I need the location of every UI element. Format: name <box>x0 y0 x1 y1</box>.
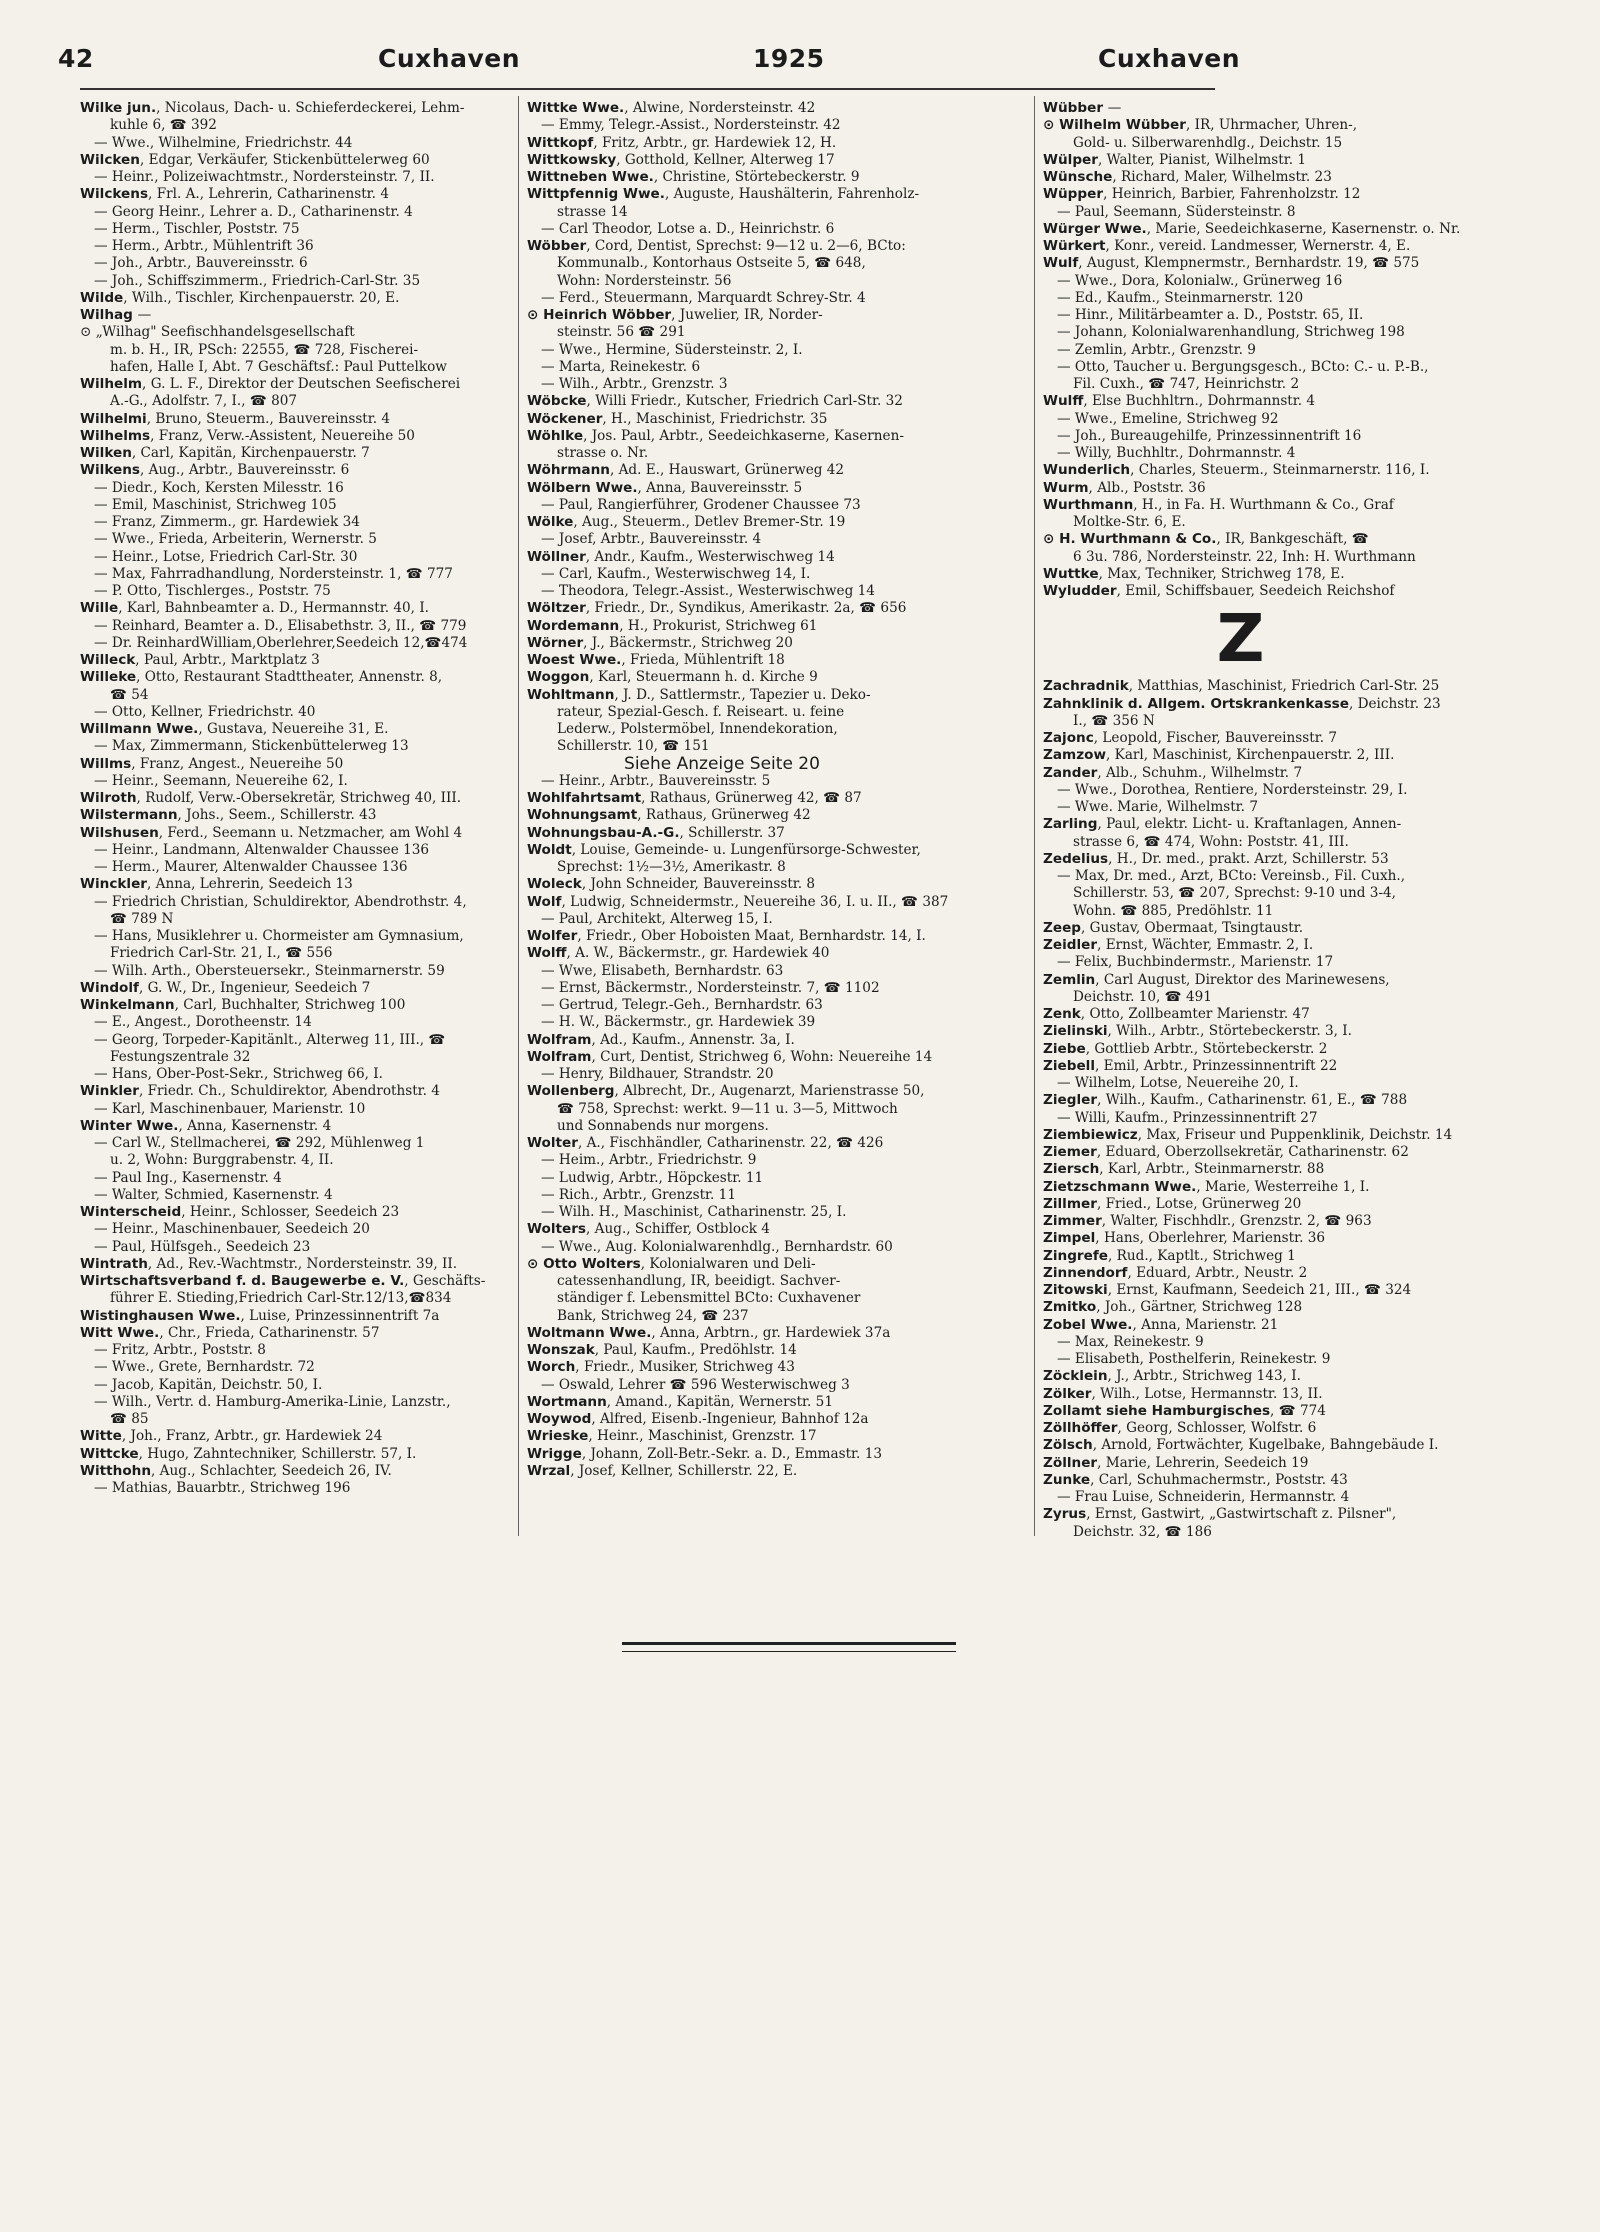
directory-line: Wurthmann, H., in Fa. H. Wurthmann & Co., Graf <box>1043 496 1394 513</box>
directory-line: — Hinr., Militärbeamter a. D., Poststr. 65, II. <box>1057 307 1364 323</box>
directory-line: ⊙ Heinrich Wöbber, Juwelier, IR, Norder- <box>527 307 823 323</box>
directory-line: Wilshusen, Ferd., Seemann u. Netzmacher, am Wohl 4 <box>80 824 463 841</box>
directory-line: Zunke, Carl, Schuhmachermstr., Poststr. 43 <box>1043 1471 1348 1488</box>
directory-line: — Herm., Tischler, Poststr. 75 <box>94 220 300 237</box>
directory-line: Würkert, Konr., vereid. Landmesser, Wernerstr. 4, E. <box>1043 238 1411 254</box>
directory-line: catessenhandlung, IR, beeidigt. Sachver- <box>557 1273 841 1289</box>
directory-line: Woggon, Karl, Steuermann h. d. Kirche 9 <box>527 669 818 686</box>
directory-line: — Paul, Seemann, Südersteinstr. 8 <box>1057 203 1296 220</box>
directory-line: Schillerstr. 10, ☎ 151 <box>557 738 710 755</box>
directory-line: — Max, Reinekestr. 9 <box>1057 1333 1204 1350</box>
directory-line: — Gertrud, Telegr.-Geh., Bernhardstr. 63 <box>541 997 823 1013</box>
directory-line: Wilken, Carl, Kapitän, Kirchenpauerstr. 7 <box>80 445 370 461</box>
directory-line: — Joh., Schiffszimmerm., Friedrich-Carl-Str. 35 <box>94 272 421 289</box>
header-rule <box>80 88 1215 90</box>
directory-line: Moltke-Str. 6, E. <box>1073 514 1186 530</box>
directory-line: Zimpel, Hans, Oberlehrer, Marienstr. 36 <box>1043 1230 1326 1247</box>
directory-line: Wünsche, Richard, Maler, Wilhelmstr. 23 <box>1043 169 1332 185</box>
directory-line: — Max, Zimmermann, Stickenbüttelerweg 13 <box>94 738 409 755</box>
directory-line: — Reinhard, Beamter a. D., Elisabethstr. 3, II., ☎ 779 <box>94 617 467 634</box>
directory-line: — E., Angest., Dorotheenstr. 14 <box>94 1014 312 1031</box>
directory-line: Winckler, Anna, Lehrerin, Seedeich 13 <box>80 876 353 893</box>
directory-line: Wrzal, Josef, Kellner, Schillerstr. 22, E. <box>527 1462 798 1479</box>
directory-line: ☎ 54 <box>110 686 149 703</box>
directory-line: Deichstr. 32, ☎ 186 <box>1073 1523 1212 1540</box>
section-letter: Z <box>1216 600 1265 678</box>
directory-line: Festungszentrale 32 <box>110 1048 251 1065</box>
directory-line: Wilckens, Frl. A., Lehrerin, Catharinenstr. 4 <box>80 186 389 203</box>
directory-line: — Elisabeth, Posthelferin, Reinekestr. 9 <box>1057 1351 1331 1367</box>
directory-line: Zöllner, Marie, Lehrerin, Seedeich 19 <box>1043 1454 1309 1471</box>
directory-line: Woleck, John Schneider, Bauvereinsstr. 8 <box>527 876 816 893</box>
directory-line: führer E. Stieding,Friedrich Carl-Str.12/13,☎834 <box>110 1290 452 1307</box>
directory-line: Wöbcke, Willi Friedr., Kutscher, Friedrich Carl-Str. 32 <box>527 393 903 410</box>
directory-line: — Felix, Buchbindermstr., Marienstr. 17 <box>1057 954 1334 971</box>
directory-line: — H. W., Bäckermstr., gr. Hardewiek 39 <box>541 1014 816 1031</box>
directory-line: — Hans, Musiklehrer u. Chormeister am Gymnasium, <box>94 928 464 944</box>
directory-line: strasse o. Nr. <box>557 445 649 461</box>
column-divider <box>518 96 519 1536</box>
directory-line: Wolter, A., Fischhändler, Catharinenstr. 22, ☎ 426 <box>527 1135 884 1151</box>
directory-line: — Frau Luise, Schneiderin, Hermannstr. 4 <box>1057 1489 1350 1505</box>
directory-line: — Herm., Maurer, Altenwalder Chaussee 136 <box>94 859 408 875</box>
directory-line: steinstr. 56 ☎ 291 <box>557 324 686 341</box>
directory-line: Wübber — <box>1043 100 1122 116</box>
directory-line: Zachradnik, Matthias, Maschinist, Friedrich Carl-Str. 25 <box>1043 678 1440 695</box>
directory-line: — Johann, Kolonialwarenhandlung, Strichweg 198 <box>1057 324 1405 341</box>
directory-line: Wilhelmi, Bruno, Steuerm., Bauvereinsstr. 4 <box>80 410 391 427</box>
directory-line: Ziersch, Karl, Arbtr., Steinmarnerstr. 88 <box>1043 1161 1325 1178</box>
directory-line: Wonszak, Paul, Kaufm., Predöhlstr. 14 <box>527 1342 797 1358</box>
page-number: 42 <box>58 44 94 73</box>
directory-line: Zietzschmann Wwe., Marie, Westerreihe 1, I. <box>1043 1178 1370 1195</box>
directory-line: — Franz, Zimmerm., gr. Hardewiek 34 <box>94 514 360 530</box>
directory-line: Zeep, Gustav, Obermaat, Tsingtaustr. <box>1043 919 1304 936</box>
directory-line: Ziembiewicz, Max, Friseur und Puppenklinik, Deichstr. 14 <box>1043 1126 1453 1143</box>
directory-line: — Emil, Maschinist, Strichweg 105 <box>94 496 337 513</box>
directory-line: Zöllhöffer, Georg, Schlosser, Wolfstr. 6 <box>1043 1420 1317 1436</box>
directory-line: Wülper, Walter, Pianist, Wilhelmstr. 1 <box>1043 151 1307 168</box>
directory-line: Wohnungsamt, Rathaus, Grünerweg 42 <box>527 807 811 824</box>
directory-line: Witte, Joh., Franz, Arbtr., gr. Hardewiek 24 <box>80 1428 383 1445</box>
directory-line: A.-G., Adolfstr. 7, I., ☎ 807 <box>110 393 298 410</box>
directory-line: — Josef, Arbtr., Bauvereinsstr. 4 <box>541 531 762 548</box>
directory-line: Zarling, Paul, elektr. Licht- u. Kraftanlagen, Annen- <box>1043 816 1402 833</box>
directory-line: Wuttke, Max, Techniker, Strichweg 178, E. <box>1043 565 1345 582</box>
directory-line: ⊙ Wilhelm Wübber, IR, Uhrmacher, Uhren-, <box>1043 117 1358 134</box>
directory-column-1 <box>80 100 486 1497</box>
directory-line: ⊙ Otto Wolters, Kolonialwaren und Deli- <box>527 1255 816 1272</box>
directory-line: Wohn. ☎ 885, Predöhlstr. 11 <box>1073 902 1274 919</box>
directory-line: — Mathias, Bauarbtr., Strichweg 196 <box>94 1480 351 1496</box>
directory-line: — Fritz, Arbtr., Poststr. 8 <box>94 1342 266 1358</box>
directory-line: — Friedrich Christian, Schuldirektor, Abendrothstr. 4, <box>94 893 467 910</box>
directory-line: — Max, Fahrradhandlung, Nordersteinstr. 1, ☎ 777 <box>94 565 453 582</box>
directory-line: Wilde, Wilh., Tischler, Kirchenpauerstr. 20, E. <box>80 289 400 306</box>
directory-line: Wohltmann, J. D., Sattlermstr., Tapezier u. Deko- <box>527 686 871 703</box>
directory-line: Wittkopf, Fritz, Arbtr., gr. Hardewiek 12, H. <box>527 134 837 151</box>
directory-line: — Heinr., Maschinenbauer, Seedeich 20 <box>94 1221 370 1238</box>
directory-line: Wöllner, Andr., Kaufm., Westerwischweg 14 <box>527 548 835 565</box>
directory-line: — Wwe. Marie, Wilhelmstr. 7 <box>1057 799 1258 815</box>
directory-line: — Wwe, Elisabeth, Bernhardstr. 63 <box>541 962 784 979</box>
directory-line: — Zemlin, Arbtr., Grenzstr. 9 <box>1057 341 1256 358</box>
directory-line: Friedrich Carl-Str. 21, I., ☎ 556 <box>110 945 333 962</box>
directory-line: I., ☎ 356 N <box>1073 712 1155 729</box>
directory-line: Wölbern Wwe., Anna, Bauvereinsstr. 5 <box>527 479 803 496</box>
directory-line: — Willi, Kaufm., Prinzessinnentrift 27 <box>1057 1109 1318 1126</box>
directory-line: — Georg, Torpeder-Kapitänlt., Alterweg 11, III., ☎ <box>94 1031 446 1048</box>
directory-line: — Carl Theodor, Lotse a. D., Heinrichstr. 6 <box>541 220 835 237</box>
directory-line: strasse 6, ☎ 474, Wohn: Poststr. 41, III. <box>1073 833 1349 850</box>
directory-line: — Wwe., Hermine, Südersteinstr. 2, I. <box>541 341 803 358</box>
directory-line: — Wilh., Arbtr., Grenzstr. 3 <box>541 376 728 392</box>
directory-line: Wittkowsky, Gotthold, Kellner, Alterweg 17 <box>527 151 835 168</box>
directory-line: — Joh., Bureaugehilfe, Prinzessinnentrift 16 <box>1057 427 1362 444</box>
directory-line: Wittpfennig Wwe., Auguste, Haushälterin, Fahrenholz- <box>527 186 920 203</box>
directory-line: Zielinski, Wilh., Arbtr., Störtebeckerstr. 3, I. <box>1043 1023 1352 1040</box>
directory-column-3 <box>1043 100 1461 1541</box>
directory-line: Wilstermann, Johs., Seem., Schillerstr. 43 <box>80 807 377 824</box>
directory-line: Winkelmann, Carl, Buchhalter, Strichweg 100 <box>80 997 406 1013</box>
directory-line: Zenk, Otto, Zollbeamter Marienstr. 47 <box>1043 1006 1310 1022</box>
directory-line: Wolters, Aug., Schiffer, Ostblock 4 <box>527 1221 770 1238</box>
directory-line: Wöhrmann, Ad. E., Hauswart, Grünerweg 42 <box>527 462 845 479</box>
directory-line: Wolfram, Curt, Dentist, Strichweg 6, Wohn: Neuereihe 14 <box>527 1048 933 1065</box>
directory-line: Wittke Wwe., Alwine, Nordersteinstr. 42 <box>527 100 816 116</box>
directory-line: — Ed., Kaufm., Steinmarnerstr. 120 <box>1057 289 1304 306</box>
directory-line: Wölke, Aug., Steuerm., Detlev Bremer-Str. 19 <box>527 514 846 530</box>
directory-line: Zander, Alb., Schuhm., Wilhelmstr. 7 <box>1043 764 1303 781</box>
directory-line: Witthohn, Aug., Schlachter, Seedeich 26, IV. <box>80 1462 392 1479</box>
directory-column-2 <box>527 100 949 1480</box>
directory-line: Zeidler, Ernst, Wächter, Emmastr. 2, I. <box>1043 937 1314 953</box>
directory-line: 6 3u. 786, Nordersteinstr. 22, Inh: H. Wurthmann <box>1073 548 1416 565</box>
directory-line: — Wilh. Arth., Obersteuersekr., Steinmarnerstr. 59 <box>94 962 445 979</box>
directory-line: Zimmer, Walter, Fischhdlr., Grenzstr. 2, ☎ 963 <box>1043 1213 1372 1229</box>
directory-line: Zyrus, Ernst, Gastwirt, „Gastwirtschaft z. Pilsner", <box>1043 1506 1397 1523</box>
directory-line: — Henry, Bildhauer, Strandstr. 20 <box>541 1066 774 1082</box>
directory-line: — Heinr., Landmann, Altenwalder Chaussee 136 <box>94 841 430 858</box>
directory-line: Wohlfahrtsamt, Rathaus, Grünerweg 42, ☎ 87 <box>527 790 862 806</box>
directory-line: Wöltzer, Friedr., Dr., Syndikus, Amerikastr. 2a, ☎ 656 <box>527 600 907 617</box>
directory-line: — Walter, Schmied, Kasernenstr. 4 <box>94 1186 333 1203</box>
directory-line: — Marta, Reinekestr. 6 <box>541 358 701 375</box>
directory-line: m. b. H., IR, PSch: 22555, ☎ 728, Fischerei- <box>110 341 419 358</box>
directory-line: Woldt, Louise, Gemeinde- u. Lungenfürsorge-Schwester, <box>527 841 921 858</box>
directory-line: Wolf, Ludwig, Schneidermstr., Neuereihe 36, I. u. II., ☎ 387 <box>527 893 949 910</box>
directory-line: Ziebe, Gottlieb Arbtr., Störtebeckerstr. 2 <box>1043 1040 1328 1057</box>
directory-line: Wrigge, Johann, Zoll-Betr.-Sekr. a. D., Emmastr. 13 <box>527 1445 882 1462</box>
directory-line: Woywod, Alfred, Eisenb.-Ingenieur, Bahnhof 12a <box>527 1411 869 1427</box>
directory-line: Wohnungsbau-A.-G., Schillerstr. 37 <box>527 824 785 841</box>
directory-line: Wittneben Wwe., Christine, Störtebeckerstr. 9 <box>527 169 860 185</box>
directory-line: Wilhelm, G. L. F., Direktor der Deutschen Seefischerei <box>80 376 461 392</box>
directory-line: — Heinr., Seemann, Neuereihe 62, I. <box>94 772 348 789</box>
page-header <box>58 44 1240 84</box>
directory-line: strasse 14 <box>557 203 628 220</box>
directory-line: — Otto, Kellner, Friedrichstr. 40 <box>94 703 316 720</box>
end-rule <box>622 1642 956 1652</box>
directory-line: — Carl W., Stellmacherei, ☎ 292, Mühlenweg 1 <box>94 1135 425 1151</box>
directory-line: Zollamt siehe Hamburgisches, ☎ 774 <box>1043 1402 1326 1419</box>
directory-line: — Wwe., Wilhelmine, Friedrichstr. 44 <box>94 134 353 151</box>
directory-line: Wilhag — <box>80 307 152 323</box>
directory-line: Zingrefe, Rud., Kaptlt., Strichweg 1 <box>1043 1247 1296 1264</box>
directory-line: Wilroth, Rudolf, Verw.-Obersekretär, Strichweg 40, III. <box>80 790 462 806</box>
directory-line: Kommunalb., Kontorhaus Ostseite 5, ☎ 648, <box>557 255 866 272</box>
directory-line: ⊙ „Wilhag" Seefischhandelsgesellschaft <box>80 324 355 341</box>
directory-line: — P. Otto, Tischlerges., Poststr. 75 <box>94 583 331 599</box>
directory-line: — Herm., Arbtr., Mühlentrift 36 <box>94 238 314 254</box>
directory-line: Wollenberg, Albrecht, Dr., Augenarzt, Marienstrasse 50, <box>527 1083 925 1100</box>
directory-line: Willms, Franz, Angest., Neuereihe 50 <box>80 755 344 772</box>
directory-line: Wintrath, Ad., Rev.-Wachtmstr., Nordersteinstr. 39, II. <box>80 1255 458 1272</box>
directory-line: — Jacob, Kapitän, Deichstr. 50, I. <box>94 1376 323 1393</box>
directory-line: Windolf, G. W., Dr., Ingenieur, Seedeich 7 <box>80 979 371 996</box>
directory-line: — Heinr., Polizeiwachtmstr., Nordersteinstr. 7, II. <box>94 169 435 185</box>
directory-line: Zamzow, Karl, Maschinist, Kirchenpauerstr. 2, III. <box>1043 747 1395 764</box>
directory-line: Deichstr. 10, ☎ 491 <box>1073 988 1212 1005</box>
directory-line: — Paul, Rangierführer, Grodener Chaussee 73 <box>541 496 861 513</box>
directory-line: Wüpper, Heinrich, Barbier, Fahrenholzstr. 12 <box>1043 186 1361 203</box>
directory-line: Wrieske, Heinr., Maschinist, Grenzstr. 17 <box>527 1428 817 1445</box>
directory-line: Lederw., Polstermöbel, Innendekoration, <box>557 721 838 737</box>
directory-line: — Wwe., Dora, Kolonialw., Grünerweg 16 <box>1057 272 1343 289</box>
directory-line: — Emmy, Telegr.-Assist., Nordersteinstr. 42 <box>541 117 841 134</box>
directory-line: ☎ 789 N <box>110 910 174 927</box>
directory-line: ⊙ H. Wurthmann & Co., IR, Bankgeschäft, ☎ <box>1043 531 1369 548</box>
column-divider <box>1034 96 1035 1536</box>
directory-line: kuhle 6, ☎ 392 <box>110 117 217 134</box>
directory-line: — Rich., Arbtr., Grenzstr. 11 <box>541 1186 736 1203</box>
directory-line: — Oswald, Lehrer ☎ 596 Westerwischweg 3 <box>541 1376 850 1393</box>
directory-line: Wurm, Alb., Poststr. 36 <box>1043 479 1206 496</box>
directory-line: u. 2, Wohn: Burggrabenstr. 4, II. <box>110 1152 334 1169</box>
directory-line: — Georg Heinr., Lehrer a. D., Catharinenstr. 4 <box>94 203 413 220</box>
year-heading: 1925 <box>753 44 825 73</box>
directory-line: Wulff, Else Buchhltrn., Dohrmannstr. 4 <box>1043 393 1316 410</box>
directory-line: — Paul Ing., Kasernenstr. 4 <box>94 1169 282 1186</box>
directory-line: — Heinr., Lotse, Friedrich Carl-Str. 30 <box>94 548 358 565</box>
directory-line: Willeke, Otto, Restaurant Stadttheater, Annenstr. 8, <box>80 669 443 686</box>
directory-line: — Paul, Architekt, Alterweg 15, I. <box>541 910 773 927</box>
directory-line: — Wilhelm, Lotse, Neuereihe 20, I. <box>1057 1075 1299 1091</box>
directory-line: ☎ 85 <box>110 1411 149 1427</box>
directory-line: ständiger f. Lebensmittel BCto: Cuxhavener <box>557 1290 861 1307</box>
directory-line: Winter Wwe., Anna, Kasernenstr. 4 <box>80 1117 332 1134</box>
directory-line: Zillmer, Fried., Lotse, Grünerweg 20 <box>1043 1195 1302 1212</box>
directory-line: Wöckener, H., Maschinist, Friedrichstr. 35 <box>527 410 828 427</box>
directory-line: — Ferd., Steuermann, Marquardt Schrey-Str. 4 <box>541 289 866 306</box>
directory-line: Winterscheid, Heinr., Schlosser, Seedeich 23 <box>80 1204 400 1220</box>
directory-line: — Diedr., Koch, Kersten Milesstr. 16 <box>94 479 344 496</box>
directory-line: — Otto, Taucher u. Bergungsgesch., BCto: C.- u. P.-B., <box>1057 358 1429 375</box>
directory-line: Zemlin, Carl August, Direktor des Marinewesens, <box>1043 971 1390 988</box>
directory-line: Zahnklinik d. Allgem. Ortskrankenkasse, Deichstr. 23 <box>1043 695 1441 712</box>
directory-line: — Hans, Ober-Post-Sekr., Strichweg 66, I. <box>94 1066 383 1082</box>
directory-line: ☎ 758, Sprechst: werkt. 9—11 u. 3—5, Mittwoch <box>557 1100 898 1117</box>
directory-line: Wolfram, Ad., Kaufm., Annenstr. 3a, I. <box>527 1031 795 1048</box>
directory-line: Wordemann, H., Prokurist, Strichweg 61 <box>527 617 818 634</box>
directory-line: Ziemer, Eduard, Oberzollsekretär, Catharinenstr. 62 <box>1043 1144 1409 1160</box>
directory-line: — Joh., Arbtr., Bauvereinsstr. 6 <box>94 255 308 272</box>
directory-line: — Wwe., Aug. Kolonialwarenhdlg., Bernhardstr. 60 <box>541 1238 893 1255</box>
directory-line: — Dr. ReinhardWilliam,Oberlehrer,Seedeich 12,☎474 <box>94 634 468 651</box>
directory-line: — Heim., Arbtr., Friedrichstr. 9 <box>541 1152 757 1169</box>
directory-line: Woltmann Wwe., Anna, Arbtrn., gr. Hardewiek 37a <box>527 1324 891 1341</box>
directory-line: Zedelius, H., Dr. med., prakt. Arzt, Schillerstr. 53 <box>1043 850 1389 867</box>
directory-line: — Theodora, Telegr.-Assist., Westerwischweg 14 <box>541 583 875 599</box>
directory-line: Sprechst: 1½—3½, Amerikastr. 8 <box>557 859 786 875</box>
directory-line: Fil. Cuxh., ☎ 747, Heinrichstr. 2 <box>1073 376 1300 392</box>
directory-line: Wilke jun., Nicolaus, Dach- u. Schieferdeckerei, Lehm- <box>80 100 465 116</box>
directory-line: hafen, Halle I, Abt. 7 Geschäftsf.: Paul Puttelkow <box>110 358 447 375</box>
right-running-title: Cuxhaven <box>1098 44 1240 73</box>
directory-line: — Wwe., Dorothea, Rentiere, Nordersteinstr. 29, I. <box>1057 781 1408 798</box>
directory-line: Wulf, August, Klempnermstr., Bernhardstr. 19, ☎ 575 <box>1043 255 1420 272</box>
directory-line: — Max, Dr. med., Arzt, BCto: Vereinsb., Fil. Cuxh., <box>1057 868 1406 884</box>
directory-line: Winkler, Friedr. Ch., Schuldirektor, Abendrothstr. 4 <box>80 1083 440 1100</box>
directory-line: Wöbber, Cord, Dentist, Sprechst: 9—12 u. 2—6, BCto: <box>527 238 906 254</box>
directory-line: Zölker, Wilh., Lotse, Hermannstr. 13, II. <box>1043 1385 1323 1402</box>
directory-line: — Carl, Kaufm., Westerwischweg 14, I. <box>541 565 811 582</box>
directory-line: Zmitko, Joh., Gärtner, Strichweg 128 <box>1043 1299 1303 1316</box>
directory-line: — Wwe., Frieda, Arbeiterin, Wernerstr. 5 <box>94 531 377 548</box>
directory-line: Wilcken, Edgar, Verkäufer, Stickenbüttelerweg 60 <box>80 151 430 168</box>
directory-line: Wolff, A. W., Bäckermstr., gr. Hardewiek 40 <box>527 945 830 962</box>
directory-line: Schillerstr. 53, ☎ 207, Sprechst: 9-10 und 3-4, <box>1073 885 1397 902</box>
directory-line: Ziebell, Emil, Arbtr., Prinzessinnentrift 22 <box>1043 1057 1338 1074</box>
directory-line: Wistinghausen Wwe., Luise, Prinzessinnentrift 7a <box>80 1307 440 1324</box>
directory-line: — Wwe., Emeline, Strichweg 92 <box>1057 410 1279 427</box>
directory-line: Zöcklein, J., Arbtr., Strichweg 143, I. <box>1043 1368 1301 1385</box>
directory-line: Wilkens, Aug., Arbtr., Bauvereinsstr. 6 <box>80 462 350 479</box>
directory-line: und Sonnabends nur morgens. <box>557 1117 769 1134</box>
directory-line: Wöhlke, Jos. Paul, Arbtr., Seedeichkaserne, Kasernen- <box>527 427 904 444</box>
directory-line: Worch, Friedr., Musiker, Strichweg 43 <box>527 1359 795 1376</box>
directory-line: rateur, Spezial-Gesch. f. Reiseart. u. feine <box>557 703 845 720</box>
directory-line: — Ernst, Bäckermstr., Nordersteinstr. 7, ☎ 1102 <box>541 979 880 996</box>
directory-line: Zobel Wwe., Anna, Marienstr. 21 <box>1043 1316 1279 1333</box>
directory-line: Ziegler, Wilh., Kaufm., Catharinenstr. 61, E., ☎ 788 <box>1043 1092 1408 1109</box>
directory-line: — Willy, Buchhltr., Dohrmannstr. 4 <box>1057 445 1296 461</box>
directory-line: — Heinr., Arbtr., Bauvereinsstr. 5 <box>541 772 771 789</box>
directory-line: Woest Wwe., Frieda, Mühlentrift 18 <box>527 652 785 668</box>
directory-line: Wolfer, Friedr., Ober Hoboisten Maat, Bernhardstr. 14, I. <box>527 928 926 944</box>
directory-line: Gold- u. Silberwarenhdlg., Deichstr. 15 <box>1073 134 1343 151</box>
directory-line: Wortmann, Amand., Kapitän, Wernerstr. 51 <box>527 1393 833 1410</box>
directory-line: Zölsch, Arnold, Fortwächter, Kugelbake, Bahngebäude I. <box>1043 1437 1439 1454</box>
directory-line: Zitowski, Ernst, Kaufmann, Seedeich 21, III., ☎ 324 <box>1043 1282 1412 1298</box>
directory-line: Bank, Strichweg 24, ☎ 237 <box>557 1307 749 1324</box>
directory-line: Willeck, Paul, Arbtr., Marktplatz 3 <box>80 652 320 668</box>
directory-line: Wunderlich, Charles, Steuerm., Steinmarnerstr. 116, I. <box>1043 462 1430 479</box>
directory-line: Wohn: Nordersteinstr. 56 <box>557 272 732 289</box>
directory-line: — Ludwig, Arbtr., Höpckestr. 11 <box>541 1169 764 1186</box>
directory-line: Wilhelms, Franz, Verw.-Assistent, Neuereihe 50 <box>80 427 415 444</box>
left-running-title: Cuxhaven <box>378 44 520 73</box>
directory-line: — Paul, Hülfsgeh., Seedeich 23 <box>94 1238 311 1255</box>
advert-reference: Siehe Anzeige Seite 20 <box>624 753 820 774</box>
directory-line: Zinnendorf, Eduard, Arbtr., Neustr. 2 <box>1043 1264 1308 1281</box>
directory-line: — Wilh. H., Maschinist, Catharinenstr. 25, I. <box>541 1204 847 1220</box>
directory-line: Wille, Karl, Bahnbeamter a. D., Hermannstr. 40, I. <box>80 600 430 617</box>
directory-line: Witt Wwe., Chr., Frieda, Catharinenstr. 57 <box>80 1324 380 1341</box>
directory-line: — Wilh., Vertr. d. Hamburg-Amerika-Linie, Lanzstr., <box>94 1393 451 1410</box>
directory-line: Würger Wwe., Marie, Seedeichkaserne, Kasernenstr. o. Nr. <box>1043 220 1461 237</box>
directory-line: Wörner, J., Bäckermstr., Strichweg 20 <box>527 634 793 651</box>
directory-line: Wirtschaftsverband f. d. Baugewerbe e. V., Geschäfts- <box>80 1273 486 1289</box>
directory-line: Wittcke, Hugo, Zahntechniker, Schillerstr. 57, I. <box>80 1445 417 1462</box>
directory-line: — Karl, Maschinenbauer, Marienstr. 10 <box>94 1100 366 1117</box>
directory-line: Zajonc, Leopold, Fischer, Bauvereinsstr. 7 <box>1043 730 1337 746</box>
directory-line: — Wwe., Grete, Bernhardstr. 72 <box>94 1359 315 1376</box>
directory-line: Willmann Wwe., Gustava, Neuereihe 31, E. <box>80 721 389 737</box>
directory-line: Wyludder, Emil, Schiffsbauer, Seedeich Reichshof <box>1043 583 1395 599</box>
